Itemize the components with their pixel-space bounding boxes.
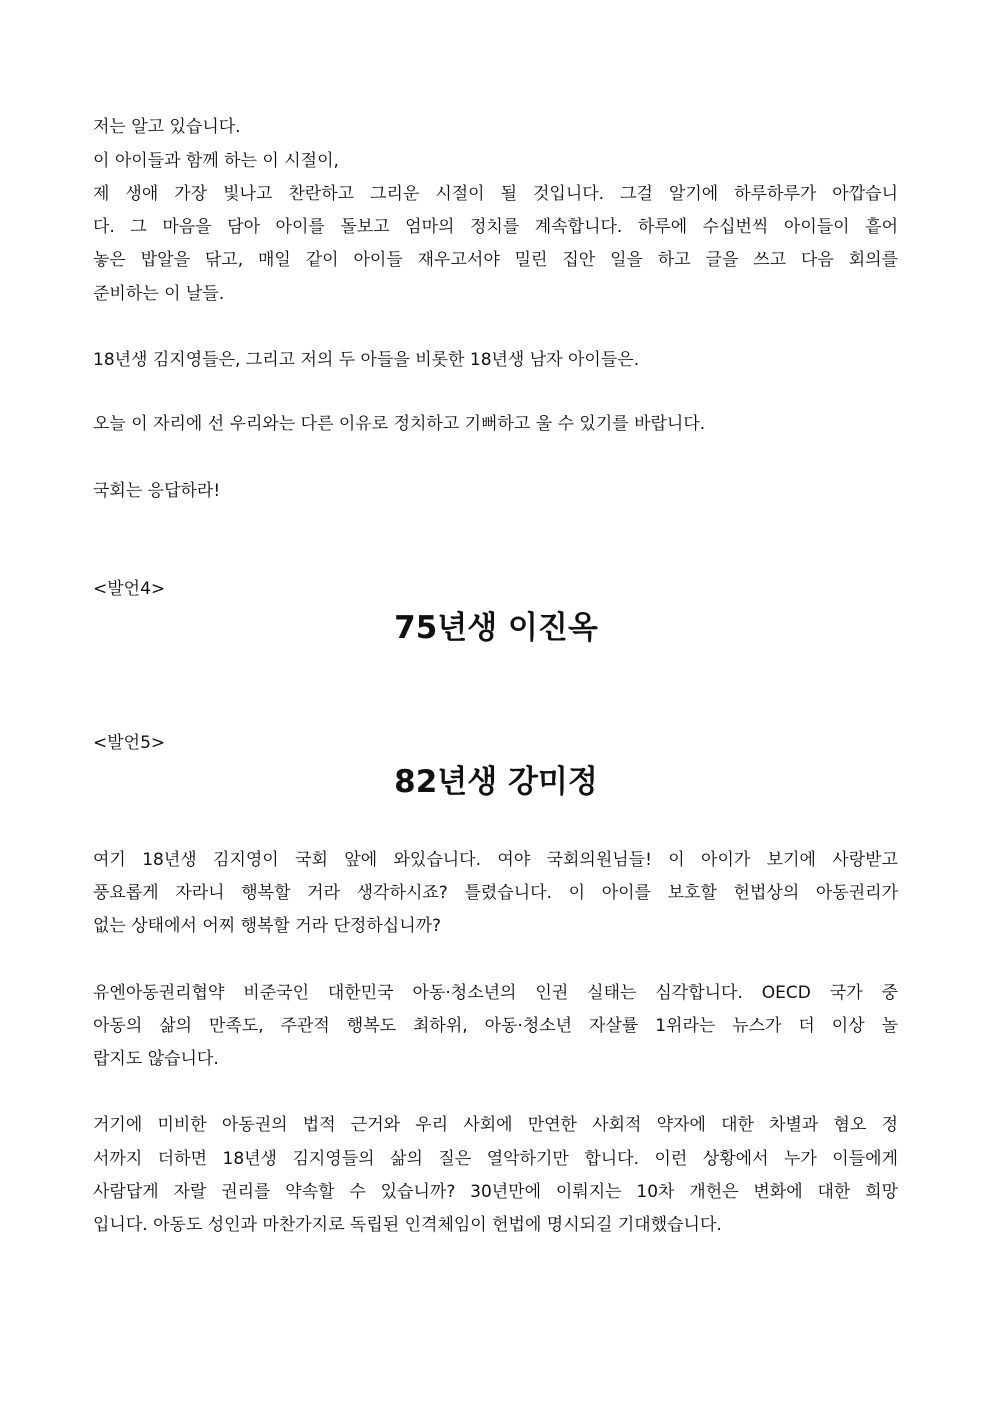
paragraph-line: 랍지도 않습니다. [93,1049,219,1069]
paragraph-line: 오늘 이 자리에 선 우리와는 다른 이유로 정치하고 기뻐하고 울 수 있기를 바랍니다. [93,414,706,434]
paragraph-line: 준비하는 이 날들. [93,284,225,304]
paragraph-line: 사람답게 자랄 권리를 약속할 수 있습니까? 30년만에 이뤄지는 10차 개헌은 변화에 대한 희망 [93,1182,898,1202]
speech-4-speaker: 75년생 이진옥 [394,610,598,646]
paragraph-line: 저는 알고 있습니다. [93,117,241,137]
speech-4-label: <발언4> [93,579,166,599]
paragraph-line: 아동의 삶의 만족도, 주관적 행복도 최하위, 아동·청소년 자살률 1위라는 뉴스가 더 이상 놀 [93,1016,898,1036]
paragraph-line: 18년생 김지영들은, 그리고 저의 두 아들을 비롯한 18년생 남자 아이들은. [93,350,640,370]
paragraph-line: 제 생애 가장 빛나고 찬란하고 그리운 시절이 될 것입니다. 그걸 알기에 하루하루가 아깝습니 [93,184,898,204]
paragraph-line: 입니다. 아동도 성인과 마찬가지로 독립된 인격체임이 헌법에 명시되길 기대했습니다. [93,1215,722,1235]
speech-5-label: <발언5> [93,733,166,753]
paragraph-line: 다. 그 마음을 담아 아이를 돌보고 엄마의 정치를 계속합니다. 하루에 수십번씩 아이들이 흩어 [93,217,898,237]
paragraph-line: 놓은 밥알을 닦고, 매일 같이 아이들 재우고서야 밀린 집안 일을 하고 글을 쓰고 다음 회의를 [93,250,898,270]
paragraph-line: 서까지 더하면 18년생 김지영들의 삶의 질은 열악하기만 합니다. 이런 상황에서 누가 이들에게 [93,1149,898,1169]
paragraph-line: 거기에 미비한 아동권의 법적 근거와 우리 사회에 만연한 사회적 약자에 대한 차별과 혐오 정 [93,1115,898,1135]
paragraph-line: 이 아이들과 함께 하는 이 시절이, [93,151,339,171]
speech-5-speaker: 82년생 강미정 [394,764,598,800]
paragraph-line: 여기 18년생 김지영이 국회 앞에 와있습니다. 여야 국회의원님들! 이 아이가 보기에 사랑받고 [93,850,898,870]
paragraph-line: 풍요롭게 자라니 행복할 거라 생각하시죠? 틀렸습니다. 이 아이를 보호할 헌법상의 아동권리가 [93,883,898,903]
paragraph-line: 없는 상태에서 어찌 행복할 거라 단정하십니까? [93,916,442,936]
paragraph-line: 유엔아동권리협약 비준국인 대한민국 아동·청소년의 인권 실태는 심각합니다. OECD 국가 중 [93,983,898,1003]
paragraph-line: 국회는 응답하라! [93,481,221,501]
